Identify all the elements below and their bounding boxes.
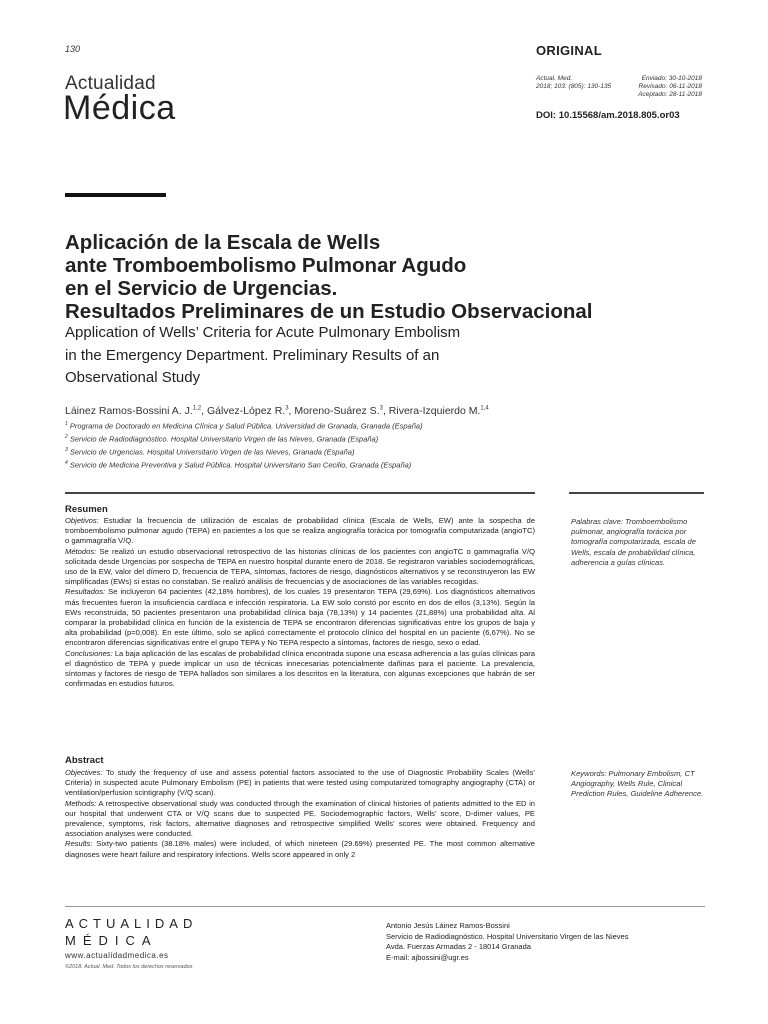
title-es-line: Resultados Preliminares de un Estudio Observacional (65, 300, 593, 323)
abstract-heading: Abstract (65, 755, 104, 766)
paragraph-text: La baja aplicación de las escalas de probabilidad clínica encontrada supone una escasa adherencia a las guías clínicas para el diagnóstico de TEPA y puede implicar un uso de técnicas innecesarias potencialmente dañinas para el paciente. La prevalencia, síntomas y factores de riesgo de TEPA hallados son similares a los descritos en la literatura, con algunas excepciones que habrán de ser confirmadas en estudios futuros. (65, 648, 535, 689)
abstract-paragraph (65, 839, 535, 859)
date-accepted: Aceptado: 28-11-2018 (638, 91, 702, 98)
resumen-body (65, 516, 535, 689)
author-separator: , (201, 405, 207, 417)
resumen-paragraph (65, 547, 535, 588)
contact-address: Avda. Fuerzas Armadas 2 - 18014 Granada (386, 942, 531, 951)
paragraph-label: Results: (65, 839, 93, 849)
affiliation-text: Programa de Doctorado en Medicina Clínica y Salud Pública. Universidad de Granada, Granada (España) (69, 421, 423, 431)
author-separator: , (288, 405, 295, 417)
doi: DOI: 10.15568/am.2018.805.or03 (536, 110, 680, 121)
resumen-heading: Resumen (65, 504, 108, 515)
page-number: 130 (65, 44, 81, 54)
paragraph-text: Se realizó un estudio observacional retrospectivo de las historias clínicas de los pacientes con angioTC o gammagrafía V/Q solicitada desde Urgencias por sospecha de TEPA en nuestro hospital durante enero de 2018. Se registraron variables sociodemográficas, uso de la EW, valor del dímero D, frecuencia de TEPA, síntomas, factores de riesgo, diagnósticos alternativos y se reconstruyeron las EW simplificadas (EWs) si estas no constaban. Se realizó análisis de frecuencias y de asociaciones de las variables recogidas. (65, 546, 535, 587)
footer-logo-bottom: MÉDICA (65, 933, 158, 948)
affiliation-text: Servicio de Radiodiagnóstico. Hospital Universitario Virgen de las Nieves, Granada (España) (69, 434, 379, 444)
author-name: Láinez Ramos-Bossini A. J. (65, 405, 193, 417)
author-affil-ref: 3 (379, 405, 383, 412)
resumen-paragraph (65, 516, 535, 547)
abstract-body (65, 768, 535, 860)
contact-name: Antonio Jesús Láinez Ramos-Bossini (386, 921, 510, 930)
title-rule (65, 193, 166, 197)
affiliation (65, 445, 423, 458)
title-es (65, 231, 685, 323)
author-affil-ref: 1,2 (192, 405, 202, 412)
paragraph-label: Objectives: (65, 768, 103, 777)
footer-copyright: ©2018. Actual. Med. Todos los derechos reservados (65, 964, 193, 970)
affiliation-number: 3 (65, 447, 68, 454)
affiliation-number: 2 (65, 434, 68, 441)
keywords-es: Palabras clave: Tromboembolismo pulmonar, angiografía torácica por tomografía computarizada, escala de Wells, escala de probabilidad clínica, adherencia a guías clínicas. (571, 517, 696, 567)
date-revised: Revisado: 06-11-2018 (638, 83, 702, 90)
paragraph-text: Se incluyeron 64 pacientes (42,18% hombres), de los cuales 19 presentaron TEPA (29,69%). Los diagnósticos alternativos más frecuentes fueron la insuficiencia cardíaca e infección respiratoria. La EW solo constó por escrito en dos de ellos (3,13%). Según la EWs reconstruida, 50 pacientes presentaron una probabilidad clínica baja (78,13%) y 14 pacientes (21,88%) una probabilidad alta. Al comparar la probabilidad clínica en función de la existencia de TEPA se encontraron diferencias significativas entre los grupos de baja y alta probabilidad (p=0,008). En este último, solo se aplicó correctamente el protocolo clínico del hospital en un paciente (6,67%). No se encontraron diferencias significativas entre el grupo TEPA y No TEPA respecto a síntomas, factores de riesgo, sexo o edad. (65, 587, 535, 648)
author (389, 405, 489, 417)
author (65, 405, 207, 417)
keywords-rule (569, 492, 704, 494)
citation-line2: 2018; 103: (805): 130-135 (536, 83, 612, 90)
article-dates (638, 75, 702, 99)
paragraph-label: Resultados: (65, 587, 106, 597)
author (294, 405, 388, 417)
footer-logo-top: ACTUALIDAD (65, 916, 198, 931)
title-es-line: ante Tromboembolismo Pulmonar Agudo (65, 254, 467, 277)
abstract-rule (65, 492, 535, 494)
title-en-line: Application of Wells’ Criteria for Acute Pulmonary Embolism (65, 324, 461, 341)
author-name: Gálvez-López R. (207, 405, 286, 417)
author-separator: , (382, 405, 389, 417)
affiliation-number: 1 (65, 421, 68, 427)
paragraph-text: To study the frequency of use and assess potential factors associated to the use of Diagnostic Probability Scales (Wells’ Criteria) in suspected acute Pulmonary Embolism (PE) in patients that were tested using computarized tomography angiography (CTA) or ventilation/perfusion scintigraphy (V/Q scan). (65, 768, 535, 798)
paragraph-label: Objetivos: (65, 516, 99, 525)
title-en-line: Observational Study (65, 369, 201, 386)
section-label: ORIGINAL (536, 43, 602, 58)
paragraph-label: Methods: (65, 798, 97, 808)
author-affil-ref: 3 (285, 405, 289, 412)
paragraph-label: Métodos: (65, 546, 97, 556)
resumen-paragraph (65, 649, 535, 690)
title-en (65, 322, 685, 390)
keywords-en: Keywords: Pulmonary Embolism, CT Angiography, Wells Rule, Clinical Prediction Rules, Guideline Adherence. (571, 769, 704, 799)
affiliation-text: Servicio de Medicina Preventiva y Salud Pública. Hospital Universitario San Cecilio, Granada (España) (69, 460, 412, 470)
affiliation-text: Servicio de Urgencias. Hospital Universitario Virgen de las Nieves, Granada (España) (69, 447, 355, 457)
title-es-line: en el Servicio de Urgencias. (65, 277, 338, 300)
affiliation (65, 419, 423, 432)
author-affil-ref: 1,4 (480, 405, 489, 412)
affiliation (65, 432, 423, 445)
paragraph-text: A retrospective observational study was conducted through the examination of clinical histories of patients admitted to the ED in our hospital that underwent CTA or V/Q scans due to suspected PE. Sociodemographic factors, Wells’ score, D-dimer values, PE prevalence, symptoms, risk factors, alternative diagnoses and retrospective simplified Wells’ scores were obtained. Frequency and association analyses were conducted. (65, 798, 535, 839)
date-received: Enviado: 30-10-2018 (641, 75, 702, 82)
contact-email-link[interactable]: E-mail: ajbossini@ugr.es (386, 952, 469, 962)
paragraph-text: Sixty-two patients (38.18% males) were included, of which nineteen (29.69%) presented PE. The most common alternative diagnoses were heart failure and respiratory infections. Wells score appeared in only 2 (65, 839, 535, 859)
citation (536, 75, 611, 91)
paragraph-label: Conclusiones: (65, 648, 113, 658)
corresponding-author (386, 921, 628, 963)
affiliation (65, 458, 423, 471)
affiliation-number: 4 (65, 460, 68, 467)
contact-department: Servicio de Radiodiagnóstico. Hospital Universitario Virgen de las Nieves (386, 931, 629, 941)
author (207, 405, 294, 417)
footer-url-link[interactable]: www.actualidadmedica.es (65, 951, 169, 960)
title-en-line: in the Emergency Department. Preliminary Results of an (65, 346, 440, 364)
title-es-line: Aplicación de la Escala de Wells (65, 231, 381, 254)
author-list (65, 405, 489, 417)
author-name: Moreno-Suárez S. (294, 405, 380, 417)
paragraph-text: Estudiar la frecuencia de utilización de escalas de probabilidad clínica (Escala de Wells, EW) ante la sospecha de tromboembolismo pulmonar agudo (TEPA) en pacientes a los que se realiza angiografía torácica por tomografía computarizada (angioTC) o gammagrafía V/Q. (65, 516, 535, 546)
abstract-paragraph (65, 768, 535, 799)
footer-rule (65, 906, 705, 907)
citation-line1: Actual. Med. (536, 75, 573, 82)
journal-logo-bottom: Médica (63, 89, 176, 127)
author-name: Rivera-Izquierdo M. (388, 405, 481, 417)
abstract-paragraph (65, 799, 535, 840)
affiliations (65, 419, 423, 471)
resumen-paragraph (65, 587, 535, 648)
journal-logo-top: Actualidad (65, 73, 156, 94)
